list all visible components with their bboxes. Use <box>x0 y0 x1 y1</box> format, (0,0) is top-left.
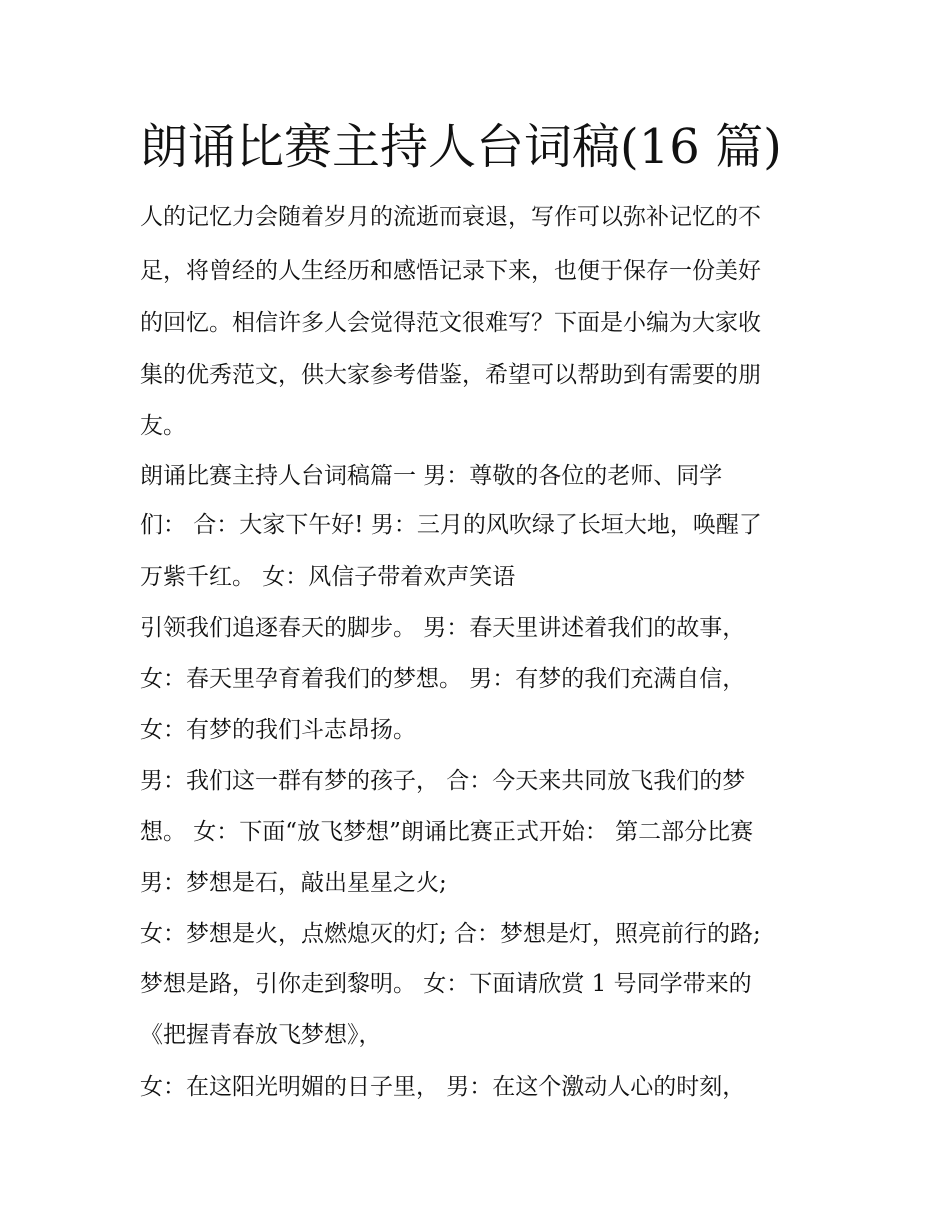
text-line: 万紫千红。 女：风信子带着欢声笑语 <box>140 564 516 590</box>
text-line: 女：梦想是火，点燃熄灭的灯; 合：梦想是灯，照亮前行的路; <box>140 921 761 947</box>
text-line: 引领我们追逐春天的脚步。 男：春天里讲述着我们的故事， <box>140 615 746 641</box>
text-line: 足，将曾经的人生经历和感悟记录下来，也便于保存一份美好 <box>140 258 761 284</box>
text-line: 友。 <box>140 413 186 439</box>
text-line: 人的记忆力会随着岁月的流逝而衰退，写作可以弥补记忆的不 <box>140 204 761 230</box>
text-line: 想。 女：下面“放飞梦想”朗诵比赛正式开始： 第二部分比赛 <box>140 819 754 845</box>
text-line: 男：梦想是石，敲出星星之火; <box>140 870 447 896</box>
text-line: 的回忆。相信许多人会觉得范文很难写？下面是小编为大家收 <box>140 310 761 336</box>
text-line: 集的优秀范文，供大家参考借鉴，希望可以帮助到有需要的朋 <box>140 362 761 388</box>
text-line: 们： 合：大家下午好! 男：三月的风吹绿了长垣大地，唤醒了 <box>140 512 762 538</box>
text-line: 女：在这阳光明媚的日子里， 男：在这个激动人心的时刻， <box>140 1074 746 1100</box>
text-line: 梦想是路，引你走到黎明。 女：下面请欣赏 1 号同学带来的 <box>140 971 752 997</box>
text-line: 女：春天里孕育着我们的梦想。 男：有梦的我们充满自信， <box>140 666 746 692</box>
text-line: 男：我们这一群有梦的孩子， 合：今天来共同放飞我们的梦 <box>140 768 746 794</box>
text-line: 《把握青春放飞梦想》， <box>140 1022 382 1048</box>
text-line: 朗诵比赛主持人台词稿篇一 男：尊敬的各位的老师、同学 <box>140 463 723 489</box>
text-line: 女：有梦的我们斗志昂扬。 <box>140 717 416 743</box>
page-title: 朗诵比赛主持人台词稿(16 篇) <box>140 119 782 175</box>
